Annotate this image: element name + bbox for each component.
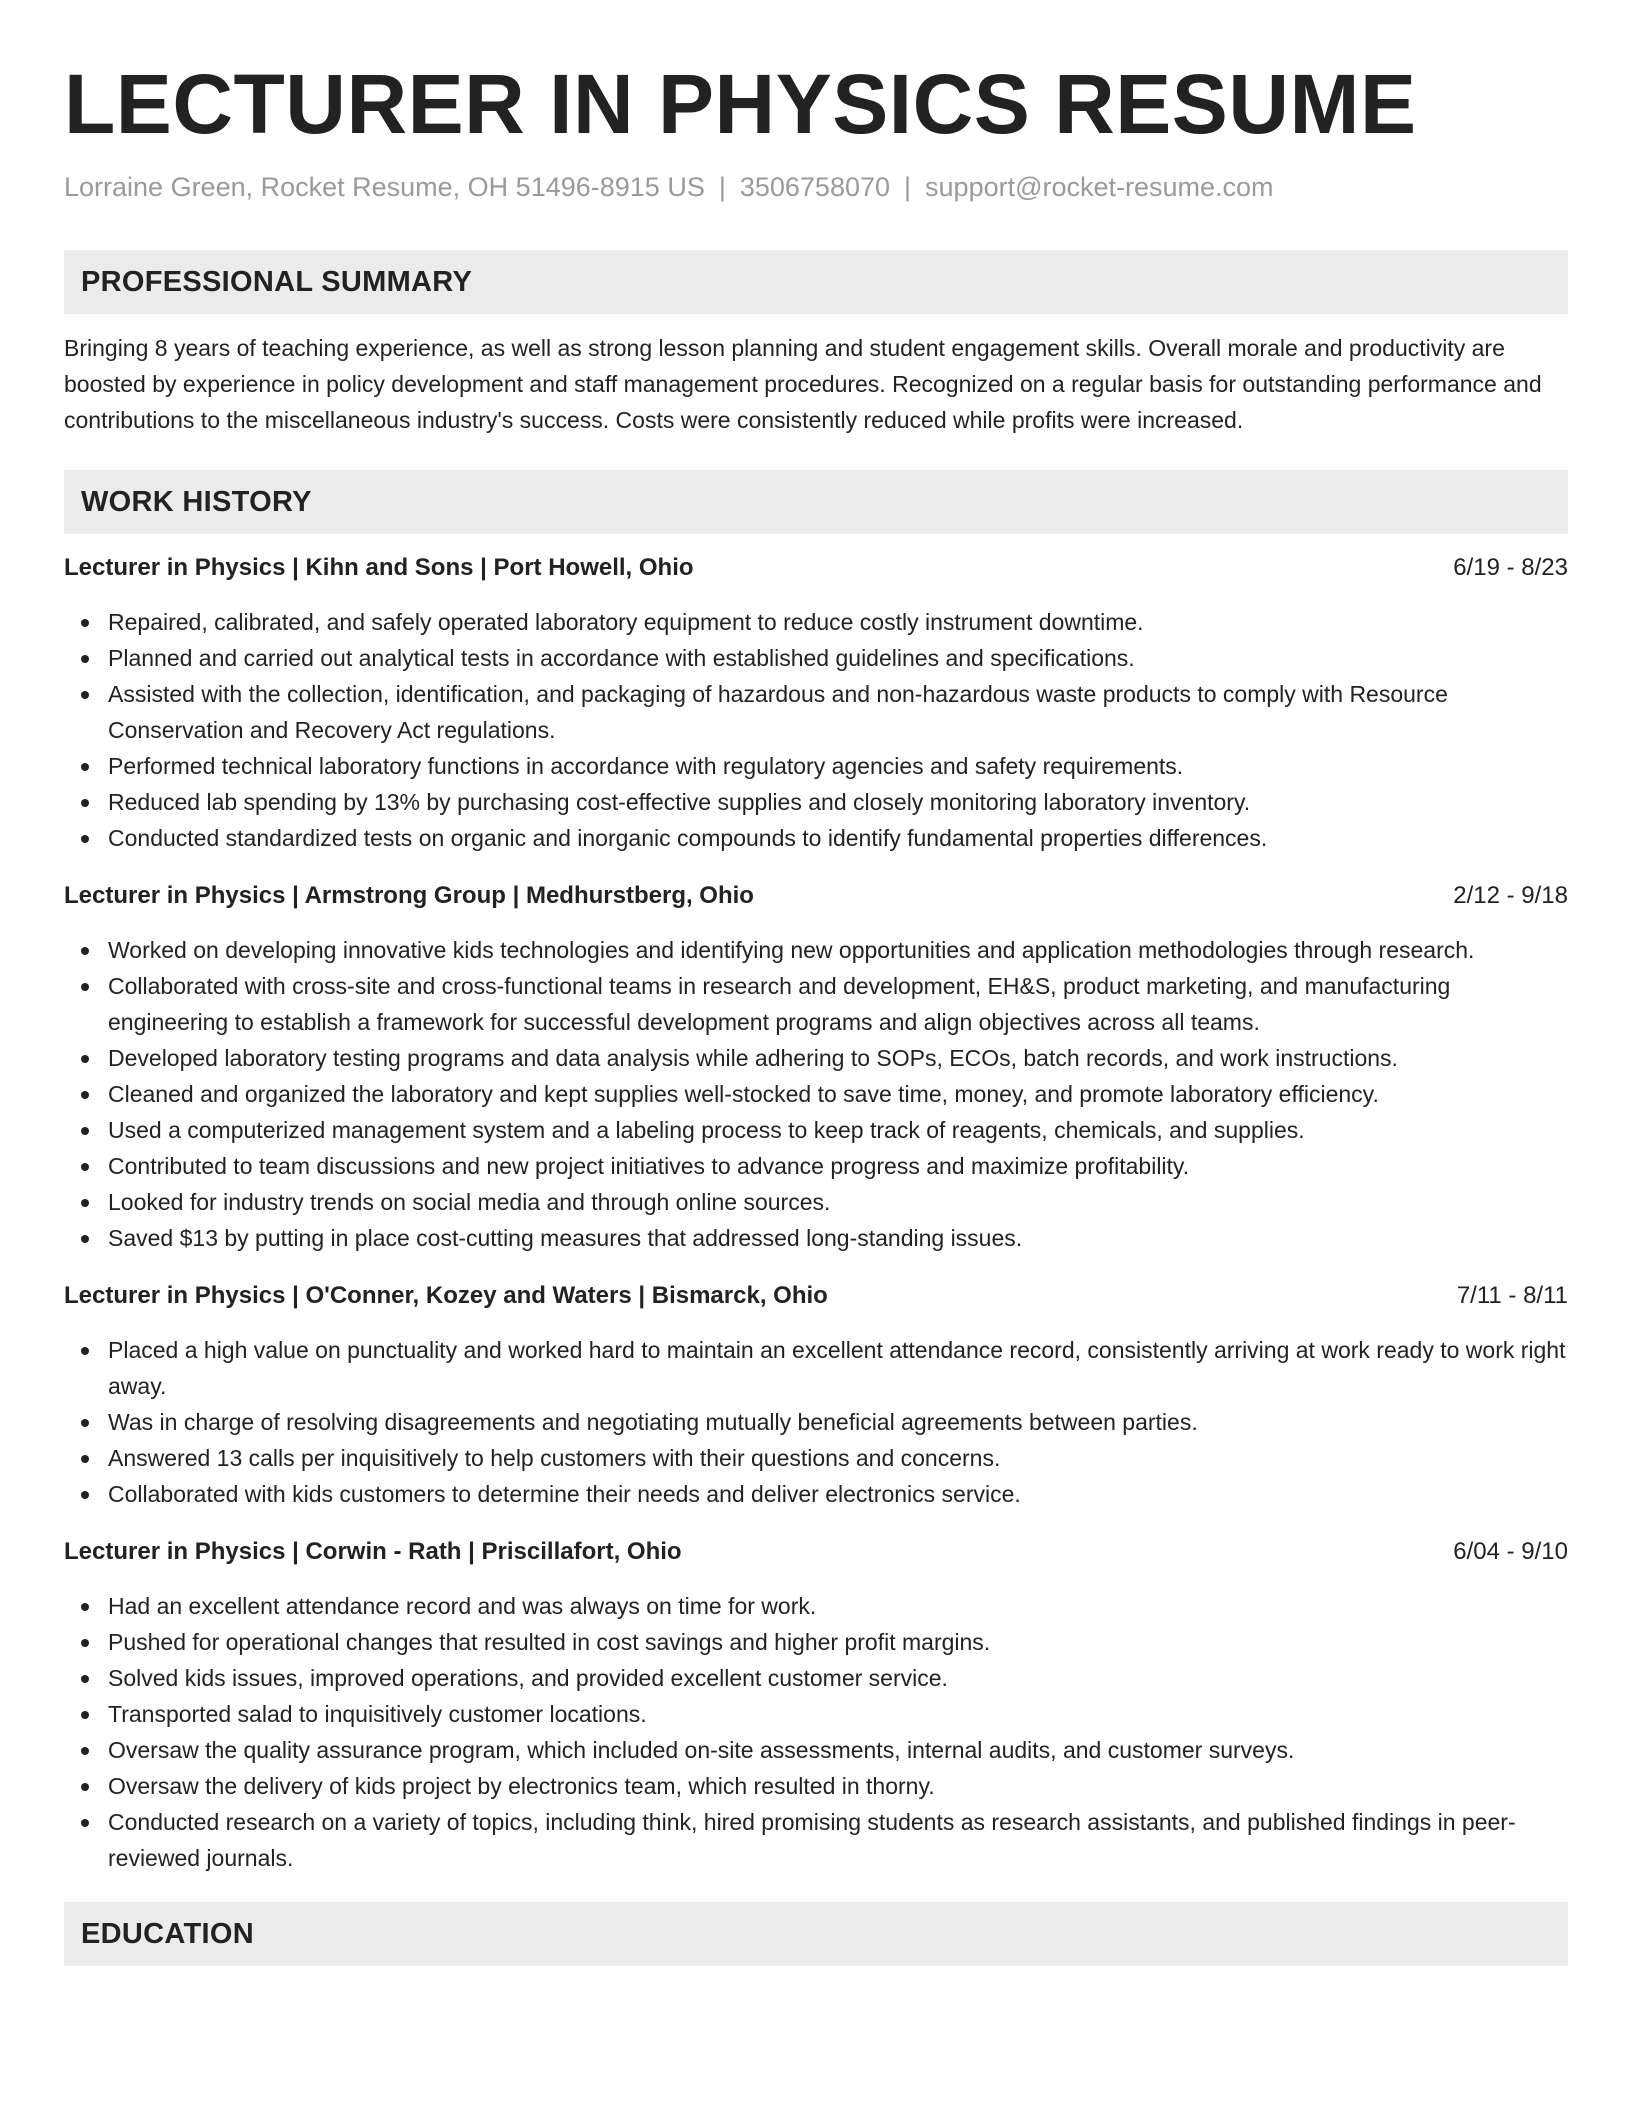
- list-item: Collaborated with cross-site and cross-functional teams in research and development, EH&S, product marketing, and manufacturing engineering to establish a framework for successful development programs and align objectives across all teams.: [64, 968, 1568, 1040]
- list-item: Reduced lab spending by 13% by purchasing cost-effective supplies and closely monitoring laboratory inventory.: [64, 784, 1568, 820]
- job-title: Lecturer in Physics | Kihn and Sons | Port Howell, Ohio: [64, 554, 694, 581]
- list-item: Repaired, calibrated, and safely operated laboratory equipment to reduce costly instrument downtime.: [64, 604, 1568, 640]
- summary-text: Bringing 8 years of teaching experience, as well as strong lesson planning and student engagement skills. Overall morale and productivity are boosted by experience in policy development and staff management procedures. Recognized on a regular basis for outstanding performance and contributions to the miscellaneous industry's success. Costs were consistently reduced while profits were increased.: [64, 335, 1542, 433]
- contact-email: support@rocket-resume.com: [925, 172, 1274, 202]
- list-item: Developed laboratory testing programs and data analysis while adhering to SOPs, ECOs, batch records, and work instructions.: [64, 1040, 1568, 1076]
- list-item: Solved kids issues, improved operations, and provided excellent customer service.: [64, 1660, 1568, 1696]
- list-item: Collaborated with kids customers to determine their needs and deliver electronics service.: [64, 1476, 1568, 1512]
- list-item: Pushed for operational changes that resulted in cost savings and higher profit margins.: [64, 1624, 1568, 1660]
- section-header-work-history: WORK HISTORY: [64, 470, 1568, 534]
- list-item: Cleaned and organized the laboratory and kept supplies well-stocked to save time, money, and promote laboratory efficiency.: [64, 1076, 1568, 1112]
- list-item: Contributed to team discussions and new project initiatives to advance progress and maximize profitability.: [64, 1148, 1568, 1184]
- job-bullets: [64, 932, 1568, 1256]
- job-title: Lecturer in Physics | Corwin - Rath | Priscillafort, Ohio: [64, 1538, 682, 1565]
- list-item: Looked for industry trends on social media and through online sources.: [64, 1184, 1568, 1220]
- job-header: [64, 878, 1568, 914]
- contact-phone: 3506758070: [739, 172, 891, 202]
- list-item: Had an excellent attendance record and was always on time for work.: [64, 1588, 1568, 1624]
- list-item: Conducted standardized tests on organic and inorganic compounds to identify fundamental properties differences.: [64, 820, 1568, 856]
- job-entry: [64, 550, 1568, 856]
- job-dates: 6/19 - 8/23: [1453, 554, 1568, 581]
- list-item: Answered 13 calls per inquisitively to help customers with their questions and concerns.: [64, 1440, 1568, 1476]
- job-entry: [64, 878, 1568, 1256]
- job-title: Lecturer in Physics | O'Conner, Kozey and Waters | Bismarck, Ohio: [64, 1282, 828, 1309]
- section-header-education: EDUCATION: [64, 1902, 1568, 1966]
- job-dates: 2/12 - 9/18: [1453, 882, 1568, 909]
- list-item: Used a computerized management system and a labeling process to keep track of reagents, chemicals, and supplies.: [64, 1112, 1568, 1148]
- job-bullets: [64, 1332, 1568, 1512]
- list-item: Performed technical laboratory functions in accordance with regulatory agencies and safety requirements.: [64, 748, 1568, 784]
- job-entry: [64, 1534, 1568, 1876]
- job-bullets: [64, 1588, 1568, 1876]
- job-title: Lecturer in Physics | Armstrong Group | Medhurstberg, Ohio: [64, 882, 754, 909]
- job-header: [64, 1534, 1568, 1570]
- list-item: Conducted research on a variety of topics, including think, hired promising students as research assistants, and published findings in peer-reviewed journals.: [64, 1804, 1568, 1876]
- resume-page: [64, 0, 1568, 1966]
- job-header: [64, 550, 1568, 586]
- list-item: Worked on developing innovative kids technologies and identifying new opportunities and application methodologies through research.: [64, 932, 1568, 968]
- page-title: LECTURER IN PHYSICS RESUME: [64, 57, 1417, 151]
- job-header: [64, 1278, 1568, 1314]
- list-item: Transported salad to inquisitively customer locations.: [64, 1696, 1568, 1732]
- job-dates: 6/04 - 9/10: [1453, 1538, 1568, 1565]
- list-item: Was in charge of resolving disagreements and negotiating mutually beneficial agreements between parties.: [64, 1404, 1568, 1440]
- job-entry: [64, 1278, 1568, 1512]
- list-item: Oversaw the quality assurance program, which included on-site assessments, internal audits, and customer surveys.: [64, 1732, 1568, 1768]
- section-header-summary: PROFESSIONAL SUMMARY: [64, 250, 1568, 314]
- list-item: Planned and carried out analytical tests in accordance with established guidelines and specifications.: [64, 640, 1568, 676]
- list-item: Saved $13 by putting in place cost-cutting measures that addressed long-standing issues.: [64, 1220, 1568, 1256]
- list-item: Placed a high value on punctuality and worked hard to maintain an excellent attendance record, consistently arriving at work ready to work right away.: [64, 1332, 1568, 1404]
- contact-separator: |: [718, 172, 726, 202]
- contact-separator: |: [904, 172, 912, 202]
- contact-line: [64, 172, 1568, 203]
- job-bullets: [64, 604, 1568, 856]
- list-item: Assisted with the collection, identification, and packaging of hazardous and non-hazardous waste products to comply with Resource Conservation and Recovery Act regulations.: [64, 676, 1568, 748]
- work-history-list: [64, 550, 1568, 1876]
- job-dates: 7/11 - 8/11: [1456, 1282, 1568, 1309]
- list-item: Oversaw the delivery of kids project by electronics team, which resulted in thorny.: [64, 1768, 1568, 1804]
- contact-address: Lorraine Green, Rocket Resume, OH 51496-8915 US: [64, 172, 705, 202]
